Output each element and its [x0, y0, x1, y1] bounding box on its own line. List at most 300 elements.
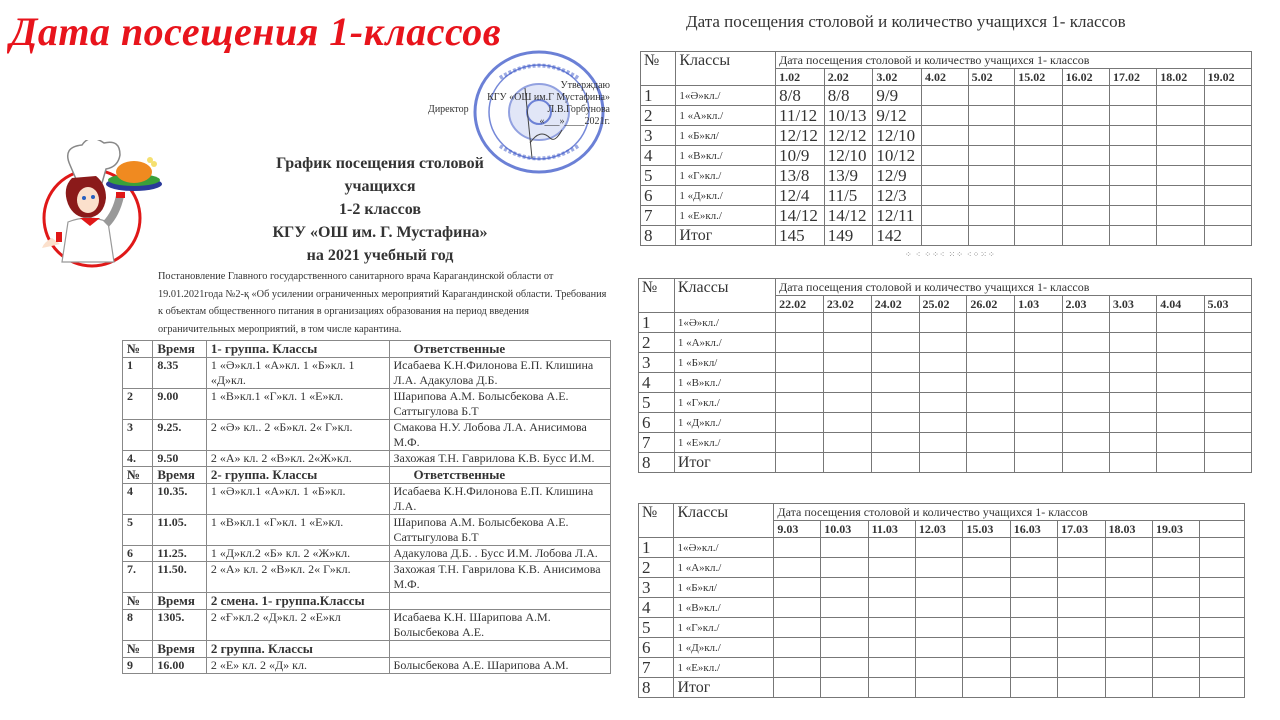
attendance-cell — [1157, 86, 1204, 106]
schedule-cell: 1 «Ә»кл.1 «А»кл. 1 «Б»кл. — [206, 484, 389, 515]
attendance-cell — [1062, 413, 1109, 433]
class-name: 1 «А»кл./ — [674, 333, 775, 353]
attendance-cell — [1157, 333, 1204, 353]
canteen-schedule-table — [122, 340, 611, 674]
attendance-cell — [967, 453, 1015, 473]
class-row — [639, 333, 1252, 353]
attendance-cell — [1058, 578, 1105, 598]
attendance-cell — [1105, 558, 1152, 578]
date-caption: Дата посещения столовой и количество учащихся 1- классов — [776, 52, 1252, 69]
attendance-cell — [1015, 86, 1062, 106]
attendance-cell — [868, 658, 915, 678]
attendance-title: Дата посещения столовой и количество учащихся 1- классов — [686, 12, 1126, 31]
attendance-cell — [963, 558, 1010, 578]
schedule-row — [123, 515, 611, 546]
attendance-cell — [1157, 353, 1204, 373]
attendance-cell — [921, 86, 968, 106]
row-number: 2 — [639, 558, 674, 578]
date-header-cell: 2.02 — [824, 69, 873, 86]
attendance-cell — [868, 678, 915, 698]
schedule-header-cell: 1- группа. Классы — [206, 341, 389, 358]
schedule-cell: 1 «Ә»кл.1 «А»кл. 1 «Б»кл. 1 «Д»кл. — [206, 358, 389, 389]
attendance-cell — [1157, 413, 1204, 433]
attendance-cell — [915, 638, 962, 658]
schedule-heading-line: КГУ «ОШ им. Г. Мустафина» — [272, 224, 488, 241]
attendance-cell — [1200, 658, 1245, 678]
attendance-cell — [1109, 393, 1156, 413]
attendance-cell — [821, 578, 868, 598]
attendance-cell — [776, 413, 824, 433]
attendance-cell — [1200, 678, 1245, 698]
attendance-cell — [963, 638, 1010, 658]
class-name: 1 «Г»кл./ — [674, 618, 774, 638]
decree-text: Постановление Главного государственного санитарного врача Карагандинской области от 19.01.2021года №2-қ «Об усилении ограниченных мероприятий Карагандинской области. Требования к объектам общественного питания в организациях образования на период введения ограничительных мероприятий, в том числе карантина. — [158, 271, 607, 335]
attendance-cell — [1204, 413, 1251, 433]
date-header-cell: 5.03 — [1204, 296, 1251, 313]
attendance-cell: 14/12 — [776, 206, 825, 226]
class-row — [639, 353, 1252, 373]
schedule-header-cell: Время — [153, 467, 206, 484]
schedule-header-cell: № — [123, 593, 153, 610]
attendance-cell — [1015, 333, 1062, 353]
schedule-cell: 1 «Д»кл.2 «Б» кл. 2 «Ж»кл. — [206, 546, 389, 562]
schedule-cell: 1 «В»кл.1 «Г»кл. 1 «Е»кл. — [206, 389, 389, 420]
class-name: 1 «А»кл./ — [674, 558, 774, 578]
attendance-cell — [1015, 126, 1062, 146]
attendance-cell — [968, 146, 1015, 166]
attendance-cell: 11/12 — [776, 106, 825, 126]
attendance-cell — [871, 433, 919, 453]
column-header-number: № — [639, 279, 675, 313]
schedule-row — [123, 610, 611, 641]
schedule-header-cell: № — [123, 641, 153, 658]
attendance-cell — [1062, 393, 1109, 413]
attendance-cell — [968, 86, 1015, 106]
attendance-cell — [1015, 166, 1062, 186]
attendance-cell — [1015, 413, 1062, 433]
attendance-cell — [1062, 373, 1109, 393]
class-name: 1 «В»кл./ — [674, 598, 774, 618]
date-caption: Дата посещения столовой и количество учащихся 1- классов — [774, 504, 1245, 521]
attendance-cell — [774, 538, 821, 558]
attendance-cell: 9/12 — [873, 106, 922, 126]
class-name: 1«Ә»кл./ — [674, 538, 774, 558]
attendance-cell — [1157, 433, 1204, 453]
attendance-cell — [1152, 578, 1199, 598]
attendance-cell — [919, 313, 967, 333]
row-number: 5 — [639, 618, 674, 638]
attendance-cell — [1200, 578, 1245, 598]
attendance-cell — [919, 373, 967, 393]
class-name: 1 «Г»кл./ — [674, 393, 775, 413]
row-number: 3 — [639, 578, 674, 598]
attendance-cell — [1157, 126, 1204, 146]
schedule-cell: Шарипова А.М. Болысбекова А.Е. Саттыгулова Б.Т — [389, 389, 610, 420]
attendance-cell — [1109, 453, 1156, 473]
attendance-cell — [968, 106, 1015, 126]
schedule-cell: 2 «Ғ»кл.2 «Д»кл. 2 «Е»кл — [206, 610, 389, 641]
attendance-cell — [776, 353, 824, 373]
scan-smudge: ⁘ ⁖ ⁘⁘⁖ ⁙⁘ ⁖⁘⁙⁘ — [905, 250, 996, 259]
attendance-cell — [1109, 166, 1156, 186]
attendance-cell — [1015, 313, 1062, 333]
attendance-cell — [868, 578, 915, 598]
schedule-row — [123, 420, 611, 451]
attendance-cell — [1200, 558, 1245, 578]
row-number: 4 — [639, 598, 674, 618]
attendance-cell — [919, 413, 967, 433]
schedule-cell: 1305. — [153, 610, 206, 641]
attendance-cell — [1204, 353, 1251, 373]
class-row — [639, 413, 1252, 433]
attendance-cell — [821, 638, 868, 658]
attendance-cell — [921, 146, 968, 166]
schedule-cell: 9.50 — [153, 451, 206, 467]
schedule-row — [123, 546, 611, 562]
attendance-cell — [871, 453, 919, 473]
attendance-cell — [776, 373, 824, 393]
attendance-cell — [1105, 638, 1152, 658]
attendance-cell — [1157, 166, 1204, 186]
attendance-table-1 — [640, 51, 1252, 246]
attendance-cell — [1152, 558, 1199, 578]
class-name: 1 «В»кл./ — [676, 146, 776, 166]
schedule-header-cell: Время — [153, 341, 206, 358]
row-number: 6 — [641, 186, 676, 206]
attendance-cell — [1109, 146, 1156, 166]
approval-line-1: Утверждаю — [560, 80, 610, 91]
row-number: 1 — [639, 538, 674, 558]
attendance-cell — [776, 433, 824, 453]
attendance-cell — [776, 313, 824, 333]
attendance-cell — [1062, 106, 1109, 126]
attendance-cell — [1157, 373, 1204, 393]
row-number: 7 — [639, 433, 675, 453]
schedule-cell: 9.00 — [153, 389, 206, 420]
date-header-cell: 19.02 — [1204, 69, 1251, 86]
attendance-cell — [1157, 453, 1204, 473]
schedule-cell: 11.50. — [153, 562, 206, 593]
attendance-cell — [963, 618, 1010, 638]
attendance-cell — [1109, 86, 1156, 106]
class-name: 1 «Е»кл./ — [676, 206, 776, 226]
attendance-cell — [919, 453, 967, 473]
attendance-cell — [1010, 578, 1057, 598]
attendance-cell — [821, 678, 868, 698]
date-header-cell: 1.02 — [776, 69, 825, 86]
attendance-cell — [871, 373, 919, 393]
schedule-section-header — [123, 641, 611, 658]
attendance-cell — [1062, 206, 1109, 226]
attendance-cell — [1157, 186, 1204, 206]
attendance-cell: 12/12 — [824, 126, 873, 146]
attendance-table-3 — [638, 503, 1245, 698]
attendance-cell — [871, 353, 919, 373]
attendance-cell — [1062, 186, 1109, 206]
attendance-cell — [868, 598, 915, 618]
class-row — [639, 313, 1252, 333]
attendance-cell: 12/4 — [776, 186, 825, 206]
date-header-cell: 3.03 — [1109, 296, 1156, 313]
class-row — [639, 373, 1252, 393]
attendance-cell: 8/8 — [824, 86, 873, 106]
class-name: Итог — [674, 678, 774, 698]
attendance-cell — [1105, 618, 1152, 638]
class-name: 1 «Д»кл./ — [676, 186, 776, 206]
schedule-row — [123, 358, 611, 389]
attendance-cell — [1157, 106, 1204, 126]
attendance-cell — [1062, 126, 1109, 146]
chef-with-roast-chicken-icon — [30, 140, 170, 270]
attendance-cell — [774, 578, 821, 598]
class-name: 1 «Б»кл/ — [674, 578, 774, 598]
schedule-cell: 9 — [123, 658, 153, 674]
attendance-cell — [1058, 638, 1105, 658]
schedule-cell: 2 «Ә» кл.. 2 «Б»кл. 2« Г»кл. — [206, 420, 389, 451]
attendance-cell — [1204, 333, 1251, 353]
schedule-header-cell: 2- группа. Классы — [206, 467, 389, 484]
attendance-cell — [1204, 106, 1251, 126]
attendance-cell — [821, 658, 868, 678]
approval-block — [420, 80, 610, 128]
attendance-cell — [915, 578, 962, 598]
attendance-cell — [1109, 433, 1156, 453]
schedule-cell: 1 «В»кл.1 «Г»кл. 1 «Е»кл. — [206, 515, 389, 546]
attendance-cell — [921, 106, 968, 126]
row-number: 8 — [639, 453, 675, 473]
attendance-cell — [868, 638, 915, 658]
schedule-header-cell: 2 группа. Классы — [206, 641, 389, 658]
attendance-cell — [967, 373, 1015, 393]
attendance-cell — [868, 558, 915, 578]
date-header-cell: 17.02 — [1109, 69, 1156, 86]
attendance-cell — [1200, 598, 1245, 618]
schedule-cell: 2 «А» кл. 2 «В»кл. 2« Г»кл. — [206, 562, 389, 593]
attendance-cell: 8/8 — [776, 86, 825, 106]
schedule-header-cell — [389, 593, 610, 610]
attendance-cell — [968, 186, 1015, 206]
attendance-cell — [915, 538, 962, 558]
attendance-cell — [1105, 658, 1152, 678]
schedule-header-cell: Ответственные — [389, 341, 610, 358]
schedule-header-cell: Ответственные — [389, 467, 610, 484]
attendance-cell — [1010, 658, 1057, 678]
attendance-cell — [821, 598, 868, 618]
director-label: Директор — [428, 104, 469, 115]
date-header-cell: 5.02 — [968, 69, 1015, 86]
attendance-cell — [823, 333, 871, 353]
row-number: 5 — [641, 166, 676, 186]
schedule-heading-line: учащихся — [344, 178, 416, 195]
date-header-cell: 4.04 — [1157, 296, 1204, 313]
attendance-cell — [921, 126, 968, 146]
attendance-cell — [963, 658, 1010, 678]
class-row — [639, 638, 1245, 658]
schedule-cell: 10.35. — [153, 484, 206, 515]
attendance-cell: 12/3 — [873, 186, 922, 206]
schedule-cell: Захожая Т.Н. Гаврилова К.В. Бусс И.М. — [389, 451, 610, 467]
attendance-cell — [823, 393, 871, 413]
schedule-header-cell: Время — [153, 593, 206, 610]
attendance-cell — [1152, 618, 1199, 638]
date-header-cell: 23.02 — [823, 296, 871, 313]
column-header-classes: Классы — [676, 52, 776, 86]
schedule-section-header — [123, 467, 611, 484]
attendance-cell — [1010, 618, 1057, 638]
attendance-cell — [919, 353, 967, 373]
schedule-cell: 11.05. — [153, 515, 206, 546]
class-row — [641, 86, 1252, 106]
schedule-cell: 2 «А» кл. 2 «В»кл. 2«Ж»кл. — [206, 451, 389, 467]
attendance-cell — [921, 226, 968, 246]
attendance-cell: 10/12 — [873, 146, 922, 166]
schedule-row — [123, 484, 611, 515]
attendance-cell — [915, 618, 962, 638]
attendance-cell — [1204, 206, 1251, 226]
row-number: 5 — [639, 393, 675, 413]
schedule-cell: Адакулова Д.Б. . Бусс И.М. Лобова Л.А. — [389, 546, 610, 562]
attendance-cell — [821, 618, 868, 638]
attendance-cell — [1200, 618, 1245, 638]
class-name: Итог — [674, 453, 775, 473]
attendance-cell — [963, 538, 1010, 558]
attendance-cell — [967, 313, 1015, 333]
schedule-cell: Смакова Н.У. Лобова Л.А. Анисимова М.Ф. — [389, 420, 610, 451]
schedule-row — [123, 562, 611, 593]
date-header-cell: 18.02 — [1157, 69, 1204, 86]
schedule-cell: 11.25. — [153, 546, 206, 562]
attendance-cell — [1157, 226, 1204, 246]
attendance-cell — [1062, 86, 1109, 106]
attendance-cell — [1204, 453, 1251, 473]
attendance-cell — [776, 453, 824, 473]
date-header-cell: 18.03 — [1105, 521, 1152, 538]
date-header-cell: 26.02 — [967, 296, 1015, 313]
attendance-cell — [1015, 106, 1062, 126]
schedule-cell: 4. — [123, 451, 153, 467]
row-number: 6 — [639, 638, 674, 658]
date-header-cell: 25.02 — [919, 296, 967, 313]
total-row — [639, 453, 1252, 473]
schedule-row — [123, 451, 611, 467]
attendance-cell — [963, 598, 1010, 618]
class-row — [639, 658, 1245, 678]
attendance-cell — [1058, 558, 1105, 578]
attendance-cell: 145 — [776, 226, 825, 246]
attendance-cell — [1152, 598, 1199, 618]
column-header-classes: Классы — [674, 279, 775, 313]
class-row — [639, 578, 1245, 598]
attendance-cell: 12/9 — [873, 166, 922, 186]
date-header-cell: 3.02 — [873, 69, 922, 86]
attendance-cell — [1204, 186, 1251, 206]
attendance-cell — [1105, 578, 1152, 598]
attendance-cell: 12/10 — [824, 146, 873, 166]
schedule-section-header — [123, 341, 611, 358]
attendance-cell — [1157, 393, 1204, 413]
schedule-row — [123, 658, 611, 674]
class-row — [639, 393, 1252, 413]
total-row — [641, 226, 1252, 246]
attendance-cell — [1204, 146, 1251, 166]
attendance-cell: 142 — [873, 226, 922, 246]
date-caption: Дата посещения столовой и количество учащихся 1- классов — [776, 279, 1252, 296]
date-header-cell: 24.02 — [871, 296, 919, 313]
date-header-cell: 12.03 — [915, 521, 962, 538]
attendance-cell — [1010, 638, 1057, 658]
schedule-header-cell: № — [123, 467, 153, 484]
schedule-cell: 16.00 — [153, 658, 206, 674]
attendance-cell — [1015, 206, 1062, 226]
attendance-cell — [1062, 353, 1109, 373]
attendance-cell — [1058, 598, 1105, 618]
attendance-cell — [1152, 658, 1199, 678]
schedule-cell: Исабаева К.Н.Филонова Е.П. Клишина Л.А. Адакулова Д.Б. — [389, 358, 610, 389]
attendance-cell — [774, 678, 821, 698]
attendance-cell — [1109, 333, 1156, 353]
class-name: 1 «Е»кл./ — [674, 658, 774, 678]
schedule-cell: 1 — [123, 358, 153, 389]
attendance-cell — [1109, 373, 1156, 393]
attendance-cell — [1204, 433, 1251, 453]
attendance-cell — [968, 166, 1015, 186]
column-header-number: № — [639, 504, 674, 538]
attendance-cell: 12/10 — [873, 126, 922, 146]
attendance-cell — [1109, 313, 1156, 333]
date-header-cell: 4.02 — [921, 69, 968, 86]
class-row — [641, 206, 1252, 226]
attendance-cell — [1015, 146, 1062, 166]
class-name: 1 «Д»кл./ — [674, 413, 775, 433]
class-row — [641, 126, 1252, 146]
attendance-cell — [1062, 226, 1109, 246]
attendance-cell — [1010, 678, 1057, 698]
attendance-cell — [1109, 106, 1156, 126]
row-number: 2 — [641, 106, 676, 126]
attendance-cell — [868, 618, 915, 638]
date-header-cell: 22.02 — [776, 296, 824, 313]
attendance-cell — [1062, 453, 1109, 473]
attendance-cell — [1109, 353, 1156, 373]
schedule-cell: 7. — [123, 562, 153, 593]
schedule-cell: Шарипова А.М. Болысбекова А.Е. Саттыгулова Б.Т — [389, 515, 610, 546]
attendance-cell — [1204, 373, 1251, 393]
attendance-cell: 14/12 — [824, 206, 873, 226]
row-number: 7 — [639, 658, 674, 678]
attendance-cell — [1204, 86, 1251, 106]
class-name: Итог — [676, 226, 776, 246]
attendance-cell — [1062, 333, 1109, 353]
attendance-cell — [921, 206, 968, 226]
row-number: 6 — [639, 413, 675, 433]
attendance-cell — [1109, 413, 1156, 433]
date-header-cell: 15.03 — [963, 521, 1010, 538]
attendance-cell — [1152, 678, 1199, 698]
attendance-cell — [921, 186, 968, 206]
attendance-cell — [1058, 538, 1105, 558]
class-name: 1 «А»кл./ — [676, 106, 776, 126]
attendance-cell — [919, 333, 967, 353]
approval-line-2: КГУ «ОШ им.Г Мустафина» — [487, 92, 610, 103]
attendance-cell — [1062, 146, 1109, 166]
attendance-cell — [1204, 393, 1251, 413]
schedule-cell: Захожая Т.Н. Гаврилова К.В. Анисимова М.Ф. — [389, 562, 610, 593]
schedule-cell: 2 — [123, 389, 153, 420]
attendance-cell — [823, 313, 871, 333]
date-header-cell: 16.03 — [1010, 521, 1057, 538]
attendance-cell — [1015, 353, 1062, 373]
date-header-cell: 19.03 — [1152, 521, 1199, 538]
